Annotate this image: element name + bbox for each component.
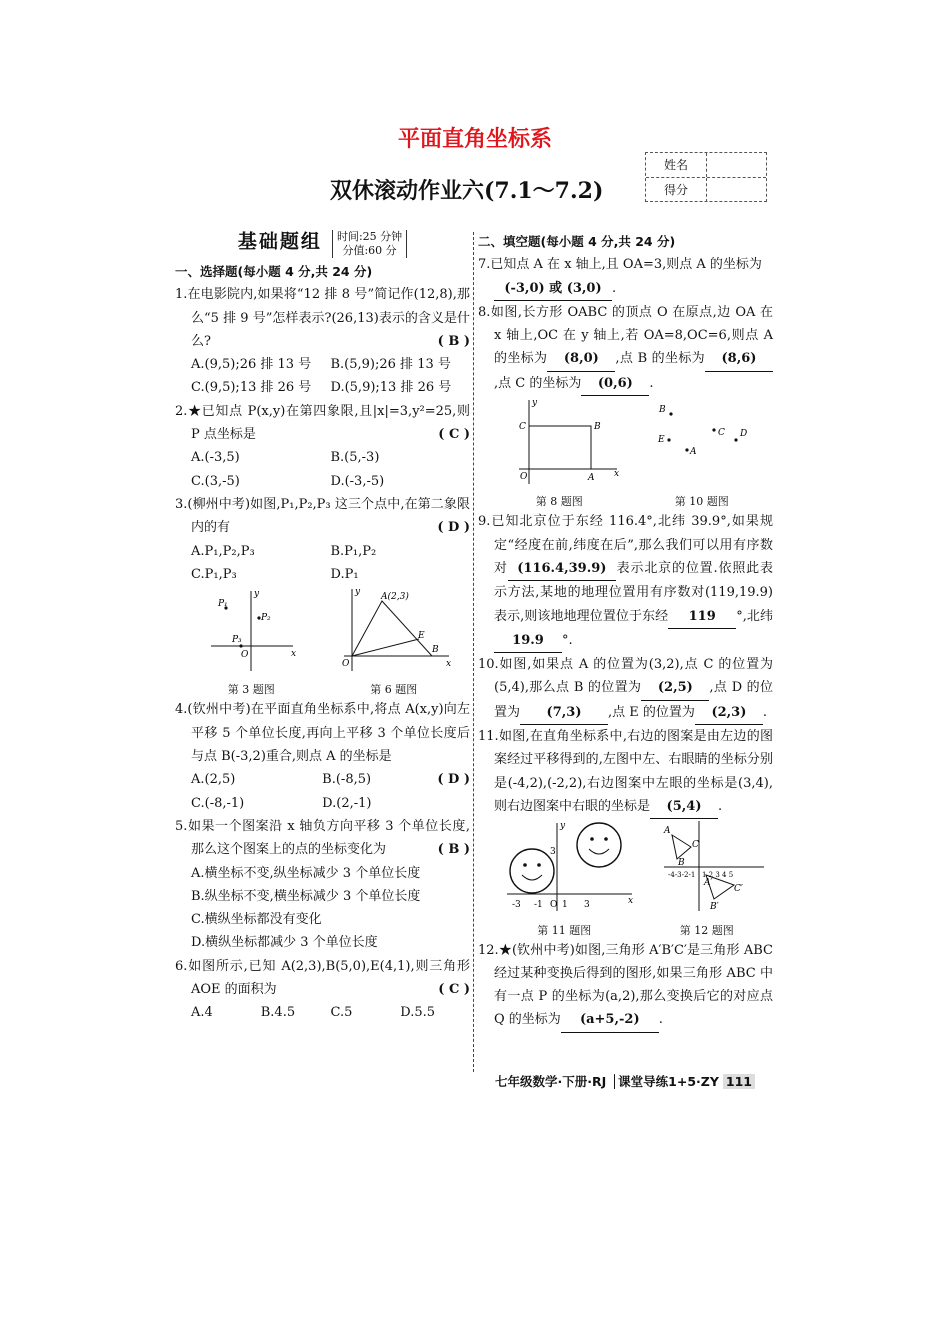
question-5: 5.如果一个图案沿 x 轴负方向平移 3 个单位长度,那么这个图案上的点的坐标变化为 ( B ) bbox=[175, 815, 470, 862]
option: A.(-3,5) bbox=[191, 450, 240, 466]
options-4 bbox=[175, 768, 453, 815]
option: C.5 bbox=[330, 1005, 353, 1021]
svg-text:A: A bbox=[587, 473, 595, 484]
options-6 bbox=[175, 1001, 470, 1024]
question-10: 10.如图,如果点 A 的位置为(3,2),点 C 的位置为(5,4),那么点 B 的位置为 (2,5) ,点 D 的位置为 (7,3) ,点 E 的位置为 (2,3) . bbox=[478, 653, 773, 725]
answer-11: (5,4) bbox=[650, 795, 718, 819]
option: B.P₁,P₂ bbox=[330, 543, 377, 559]
answer-1: ( B ) bbox=[437, 333, 470, 349]
option: B.(5,9);26 排 13 号 bbox=[330, 357, 451, 373]
figure-3 bbox=[201, 586, 301, 674]
question-1: 1.在电影院内,如果将“12 排 8 号”简记作(12,8),那么“5 排 9 号”怎样表示?(26,13)表示的含义是什么? ( B ) bbox=[175, 283, 470, 353]
options-1 bbox=[175, 353, 470, 400]
option: D.(5,9);13 排 26 号 bbox=[330, 380, 452, 396]
name-label: 姓名 bbox=[646, 153, 707, 177]
figures-8-10 bbox=[478, 396, 773, 510]
svg-text:1: 1 bbox=[561, 900, 568, 911]
right-column bbox=[478, 230, 773, 1033]
group-meta bbox=[332, 230, 407, 258]
group-points: 分值:60 分 bbox=[342, 244, 397, 257]
answer-8a: (8,0) bbox=[547, 347, 615, 371]
left-face bbox=[510, 849, 554, 893]
answer-8b: (8,6) bbox=[705, 347, 773, 371]
option: C.(3,-5) bbox=[191, 473, 240, 489]
figure-12 bbox=[644, 819, 769, 914]
answer-8c: (0,6) bbox=[581, 372, 649, 396]
svg-text:A′: A′ bbox=[704, 878, 713, 889]
svg-text:B: B bbox=[431, 645, 439, 656]
figure-11-caption: 第 11 题图 bbox=[537, 923, 592, 937]
svg-text:B: B bbox=[659, 405, 666, 416]
option: D.(-3,-5) bbox=[330, 473, 385, 489]
question-12: 12.★(钦州中考)如图,三角形 A′B′C′是三角形 ABC 经过某种变换后得到的图形,如果三角形 ABC 中有一点 P 的坐标为(a,2),那么变换后它的对应点 Q 的坐标为 (a+5,-2) . bbox=[478, 939, 773, 1033]
section-fill: 二、填空题(每小题 4 分,共 24 分) bbox=[478, 234, 676, 249]
answer-2: ( C ) bbox=[438, 427, 470, 443]
option: A.(9,5);26 排 13 号 bbox=[191, 357, 312, 373]
option: D.P₁ bbox=[330, 566, 359, 582]
svg-text:y: y bbox=[254, 589, 260, 600]
main-title: 双休滚动作业六(7.1～7.2) bbox=[330, 178, 604, 204]
option: B.4.5 bbox=[260, 1005, 296, 1021]
answer-9b: 119 bbox=[668, 605, 736, 629]
group-time: 时间:25 分钟 bbox=[336, 230, 403, 243]
column-divider bbox=[473, 232, 474, 1072]
question-7: 7.已知点 A 在 x 轴上,且 OA=3,则点 A 的坐标为 (-3,0) 或 (3,0) . bbox=[478, 253, 773, 301]
page-number: 111 bbox=[723, 1074, 755, 1089]
right-face bbox=[577, 823, 621, 867]
section-choice: 一、选择题(每小题 4 分,共 24 分) bbox=[175, 264, 373, 279]
answer-7: (-3,0) 或 (3,0) bbox=[494, 277, 612, 301]
svg-text:-1: -1 bbox=[533, 900, 543, 911]
option: D.横纵坐标都减少 3 个单位长度 bbox=[191, 935, 378, 951]
svg-text:y: y bbox=[354, 587, 360, 598]
option: C.P₁,P₃ bbox=[191, 566, 237, 582]
svg-text:A: A bbox=[690, 447, 697, 458]
svg-text:-4-3-2-1: -4-3-2-1 bbox=[668, 871, 696, 880]
svg-text:1 2 3 4 5: 1 2 3 4 5 bbox=[702, 871, 734, 880]
option: C.(-8,-1) bbox=[191, 795, 245, 811]
group-header bbox=[175, 230, 470, 258]
answer-10a: (2,5) bbox=[641, 676, 709, 700]
score-field[interactable] bbox=[707, 178, 766, 202]
svg-text:-3: -3 bbox=[511, 900, 521, 911]
group-title: 基础题组 bbox=[237, 230, 322, 253]
svg-text:D: D bbox=[740, 429, 748, 440]
svg-text:E: E bbox=[658, 435, 665, 446]
option: B.(-8,5) bbox=[322, 772, 372, 788]
svg-text:x: x bbox=[291, 649, 297, 660]
figure-10-caption: 第 10 题图 bbox=[674, 495, 729, 509]
figure-11 bbox=[492, 819, 637, 914]
question-9: 9.已知北京位于东经 116.4°,北纬 39.9°,如果规定“经度在前,纬度在后”,那么我们可以用有序数对 (116.4,39.9) 表示北京的位置.依照此表示方法,某地的地理位置用有序数对(119,19.9)表示,则该地地理位置位于东经 119 °,北纬19.9 °. bbox=[478, 510, 773, 653]
svg-text:x: x bbox=[613, 469, 619, 480]
score-box bbox=[645, 152, 767, 202]
options-3 bbox=[175, 540, 470, 587]
svg-text:x: x bbox=[627, 896, 633, 907]
figure-12-caption: 第 12 题图 bbox=[679, 923, 734, 937]
svg-text:C: C bbox=[718, 428, 726, 439]
figure-8-caption: 第 8 题图 bbox=[535, 495, 583, 509]
option: A.P₁,P₂,P₃ bbox=[191, 543, 255, 559]
svg-text:B′: B′ bbox=[710, 902, 719, 913]
answer-9c: 19.9 bbox=[494, 629, 562, 653]
answer-3: ( D ) bbox=[437, 520, 470, 536]
left-column bbox=[175, 230, 470, 1025]
question-4: 4.(钦州中考)在平面直角坐标系中,将点 A(x,y)向左平移 5 个单位长度,再向上平移 3 个单位长度后与点 B(-3,2)重合,则点 A 的坐标是 ( D ) bbox=[175, 698, 470, 768]
answer-10b: (7,3) bbox=[520, 701, 608, 725]
svg-text:O: O bbox=[341, 659, 350, 670]
figure-6-caption: 第 6 题图 bbox=[370, 683, 418, 697]
svg-text:O: O bbox=[519, 472, 528, 483]
point-a-label: A(2,3) bbox=[380, 592, 409, 603]
svg-text:O: O bbox=[241, 650, 249, 661]
figure-8 bbox=[497, 396, 622, 486]
svg-text:y: y bbox=[559, 821, 565, 832]
svg-text:B: B bbox=[593, 422, 601, 433]
page-red-title: 平面直角坐标系 bbox=[397, 127, 552, 152]
answer-10c: (2,3) bbox=[695, 701, 763, 725]
answer-9a: (116.4,39.9) bbox=[508, 557, 616, 581]
svg-text:x: x bbox=[445, 659, 451, 670]
figures-11-12 bbox=[478, 819, 773, 938]
svg-text:E: E bbox=[417, 631, 425, 642]
answer-6: ( C ) bbox=[438, 982, 470, 998]
figure-6 bbox=[334, 586, 454, 674]
option: B.纵坐标不变,横坐标减少 3 个单位长度 bbox=[191, 888, 421, 904]
svg-text:3: 3 bbox=[583, 900, 590, 911]
option: D.(2,-1) bbox=[322, 795, 372, 811]
answer-5: ( B ) bbox=[437, 842, 470, 858]
option: C.横纵坐标都没有变化 bbox=[191, 912, 322, 928]
score-label: 得分 bbox=[646, 178, 707, 202]
svg-text:B: B bbox=[678, 858, 685, 869]
svg-text:P₃: P₃ bbox=[232, 635, 242, 646]
figures-3-6 bbox=[175, 586, 470, 698]
question-8: 8.如图,长方形 OABC 的顶点 O 在原点,边 OA 在 x 轴上,OC 在 y 轴上,若 OA=8,OC=6,则点 A 的坐标为 (8,0) ,点 B 的坐标为 (8,6),点 C 的坐标为 (0,6) . bbox=[478, 301, 773, 396]
option: B.(5,-3) bbox=[330, 450, 380, 466]
svg-text:C: C bbox=[692, 840, 700, 851]
answer-4: ( D ) bbox=[437, 772, 470, 788]
option: A.(2,5) bbox=[191, 772, 236, 788]
question-11: 11.如图,在直角坐标系中,右边的图案是由左边的图案经过平移得到的,左图中左、右眼睛的坐标分别是(-4,2),(-2,2),右边图案中左眼的坐标是(3,4),则右边图案中右眼的坐标是 (5,4) . bbox=[478, 725, 773, 819]
svg-text:O: O bbox=[549, 900, 558, 911]
svg-text:3: 3 bbox=[549, 847, 556, 858]
figure-3-caption: 第 3 题图 bbox=[227, 683, 275, 697]
name-field[interactable] bbox=[707, 153, 766, 177]
question-2: 2.★已知点 P(x,y)在第四象限,且|x|=3,y²=25,则 P 点坐标是 ( C ) bbox=[175, 400, 470, 447]
svg-text:y: y bbox=[531, 398, 537, 409]
svg-text:A: A bbox=[664, 826, 671, 837]
svg-text:P₁: P₁ bbox=[218, 599, 228, 610]
option: A.横坐标不变,纵坐标减少 3 个单位长度 bbox=[191, 865, 421, 881]
options-2 bbox=[175, 446, 470, 493]
figure-10 bbox=[639, 396, 764, 486]
footer-text: 七年级数学·下册·RJ │课堂导练1+5·ZY bbox=[495, 1074, 719, 1089]
options-5 bbox=[175, 862, 470, 955]
question-6: 6.如图所示,已知 A(2,3),B(5,0),E(4,1),则三角形 AOE 的面积为 ( C ) bbox=[175, 955, 470, 1002]
page-footer bbox=[495, 1072, 755, 1090]
option: C.(9,5);13 排 26 号 bbox=[191, 380, 312, 396]
option: D.5.5 bbox=[400, 1005, 436, 1021]
question-3: 3.(柳州中考)如图,P₁,P₂,P₃ 这三个点中,在第二象限内的有 ( D ) bbox=[175, 493, 470, 540]
svg-text:C: C bbox=[518, 422, 526, 433]
svg-text:C′: C′ bbox=[734, 884, 744, 895]
option: A.4 bbox=[191, 1005, 213, 1021]
svg-text:P₂: P₂ bbox=[261, 613, 271, 624]
answer-12: (a+5,-2) bbox=[561, 1008, 659, 1032]
